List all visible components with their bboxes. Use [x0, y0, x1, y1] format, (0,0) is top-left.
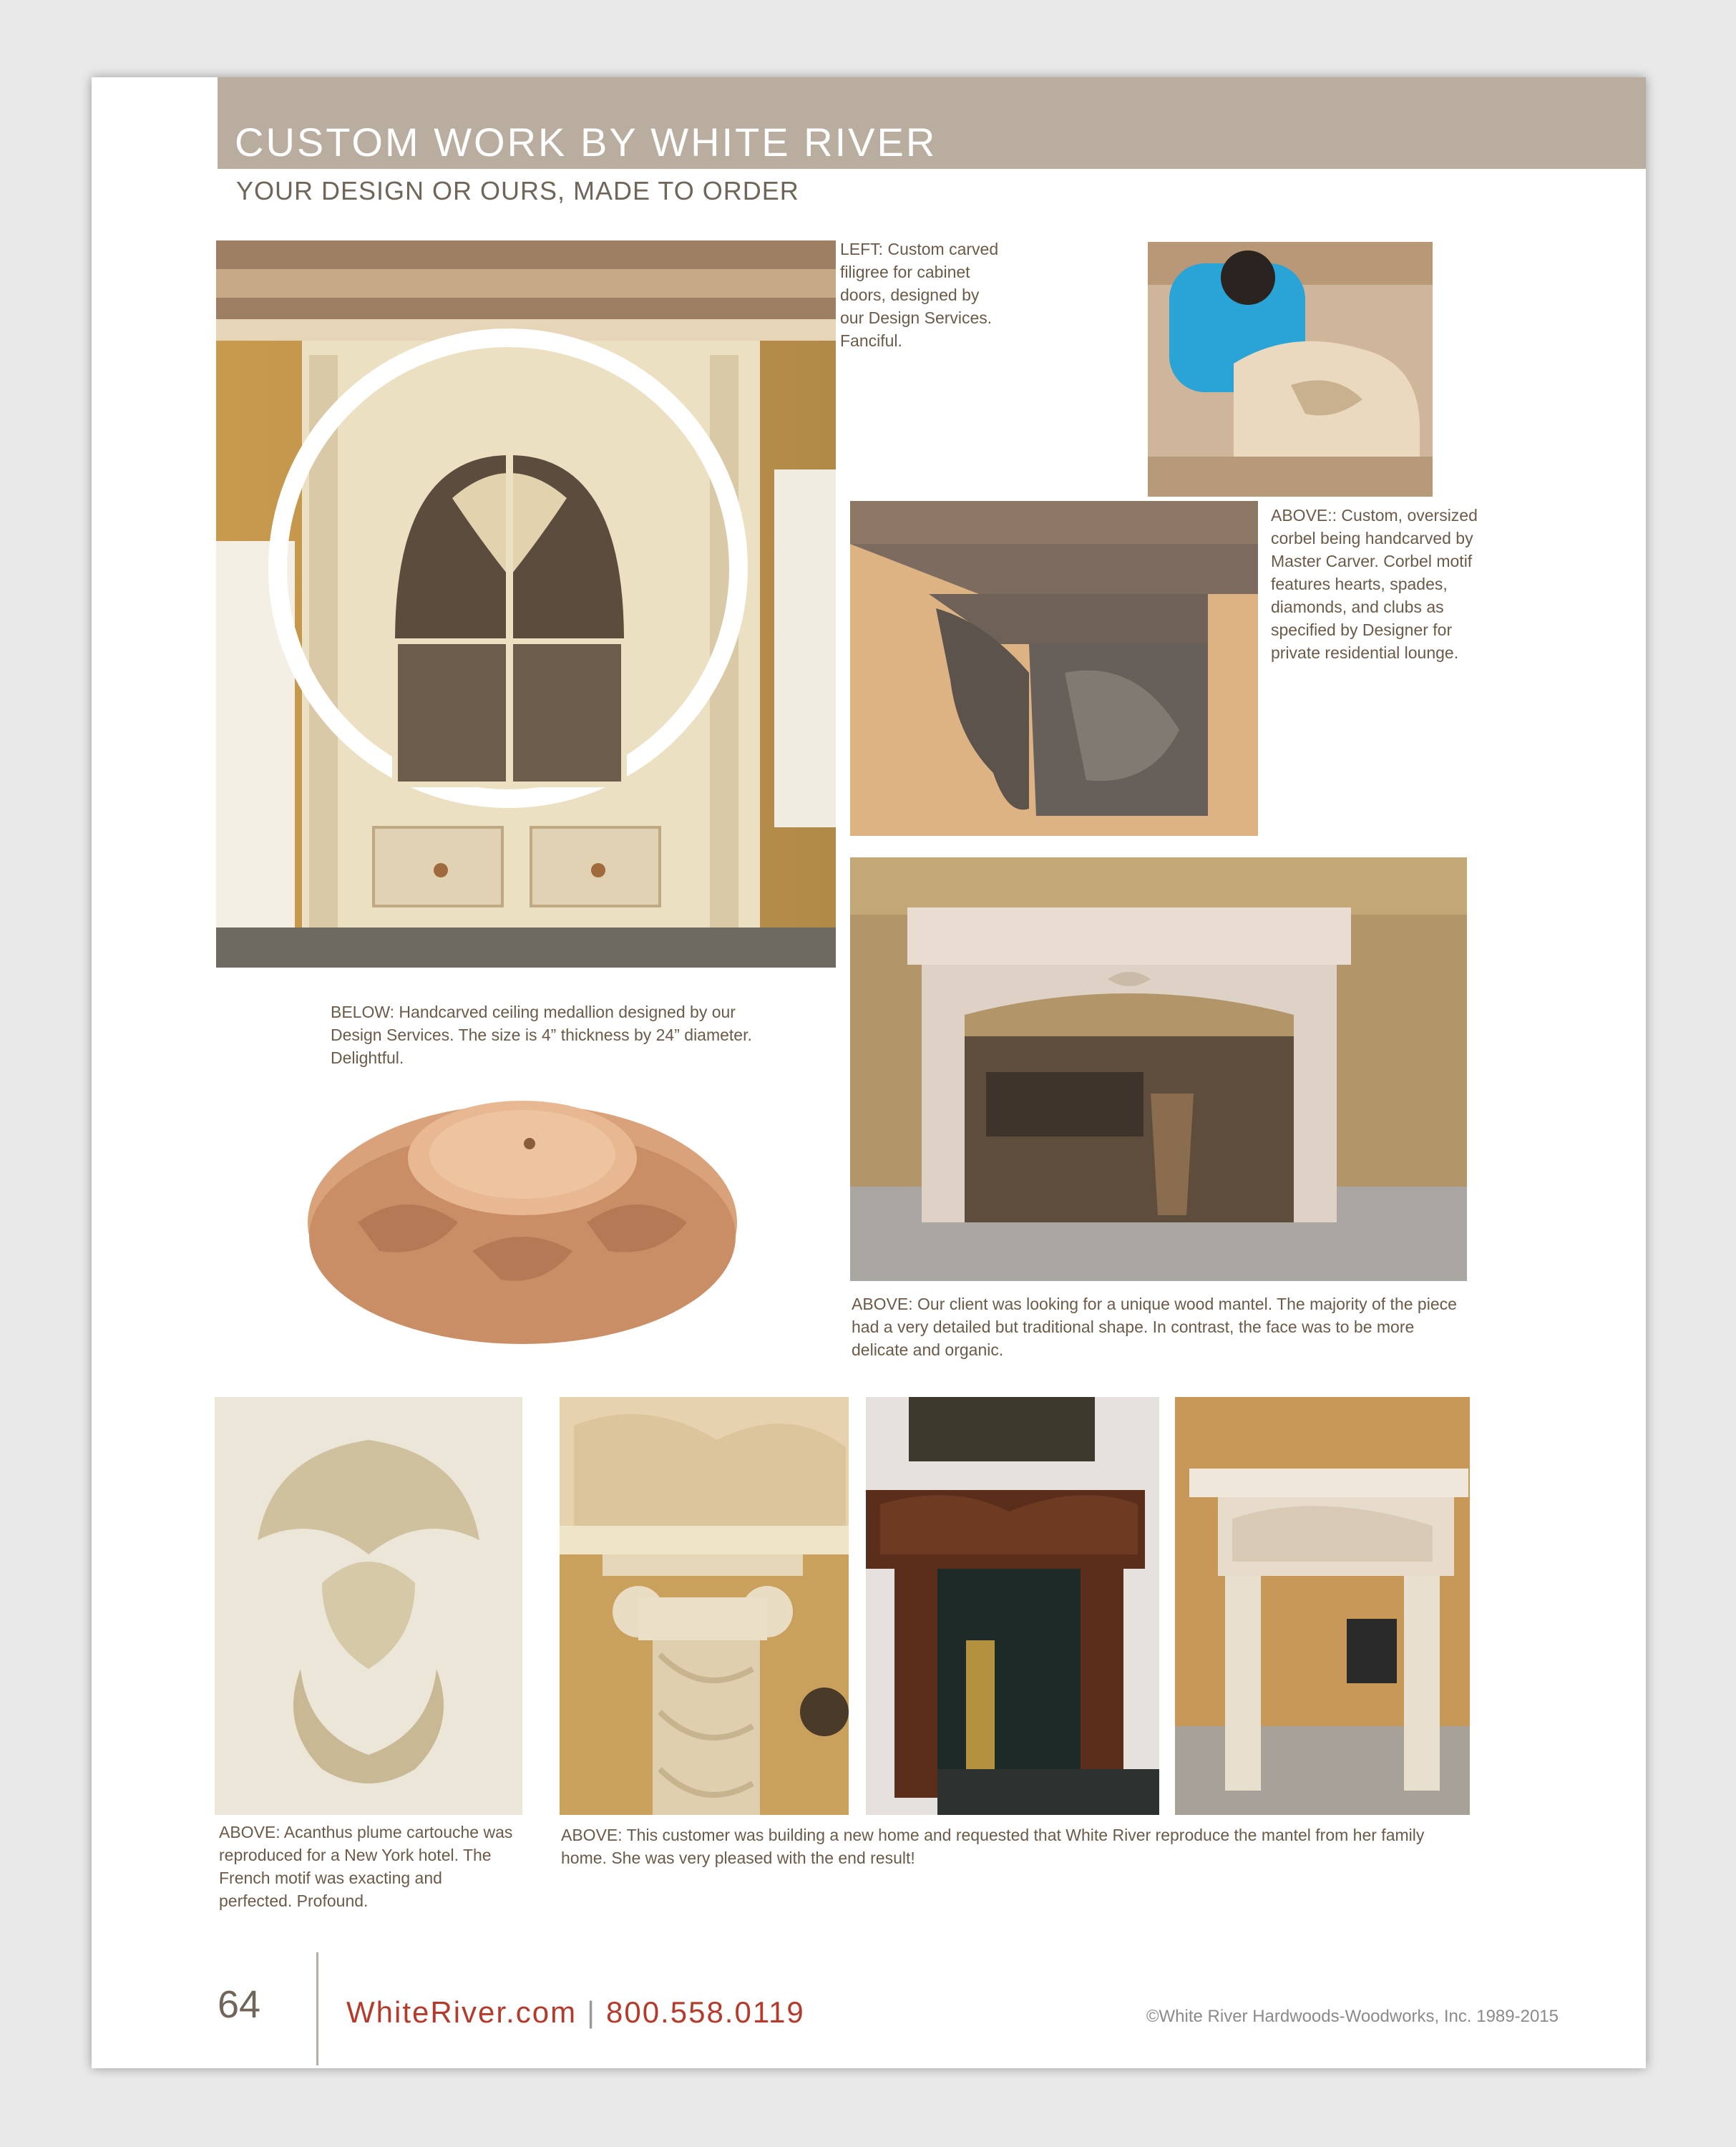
footer-separator: | [587, 1995, 596, 2029]
copyright: ©White River Hardwoods-Woodworks, Inc. 1989-2015 [1146, 2007, 1559, 2026]
page-title: CUSTOM WORK BY WHITE RIVER [235, 120, 937, 165]
corbel-photo [850, 501, 1258, 836]
medallion-caption: BELOW: Handcarved ceiling medallion designed by our Design Services. The size is 4” thickness by 24” diameter. Delightful. [331, 1003, 752, 1067]
corbel-caption: ABOVE:: Custom, oversized corbel being handcarved by Master Carver. Corbel motif features hearts, spades, diamonds, and clubs as specified by Designer for private residential lounge. [1271, 506, 1478, 662]
family-mantel-photo [866, 1397, 1159, 1815]
carver-photo [1148, 242, 1433, 497]
cabinet-caption: LEFT: Custom carved filigree for cabinet doors, designed by our Design Services. Fanciful. [840, 240, 999, 350]
column-photo [560, 1397, 849, 1815]
medallion-photo [301, 1079, 744, 1351]
footer-divider [316, 1952, 318, 2065]
page-subtitle: YOUR DESIGN OR OURS, MADE TO ORDER [236, 176, 799, 205]
catalog-page [92, 77, 1646, 2068]
mantel-caption: ABOVE: Our client was looking for a unique wood mantel. The majority of the piece had a very detailed but traditional shape. In contrast, the face was to be more delicate and organic. [852, 1295, 1457, 1359]
cartouche-photo [215, 1397, 522, 1815]
footer-contact [346, 1995, 805, 2030]
white-mantel-photo [1175, 1397, 1470, 1815]
phone-number[interactable]: 800.558.0119 [605, 1995, 805, 2029]
mantel-photo [850, 857, 1467, 1281]
page-number: 64 [218, 1983, 261, 2026]
cartouche-caption: ABOVE: Acanthus plume cartouche was reproduced for a New York hotel. The French motif was exacting and perfected. Profound. [219, 1823, 513, 1910]
cabinet-photo [216, 240, 836, 968]
family-mantel-caption: ABOVE: This customer was building a new home and requested that White River reproduce the mantel from her family home. She was very pleased with the end result! [561, 1826, 1425, 1867]
website-link[interactable]: WhiteRiver.com [346, 1995, 577, 2029]
